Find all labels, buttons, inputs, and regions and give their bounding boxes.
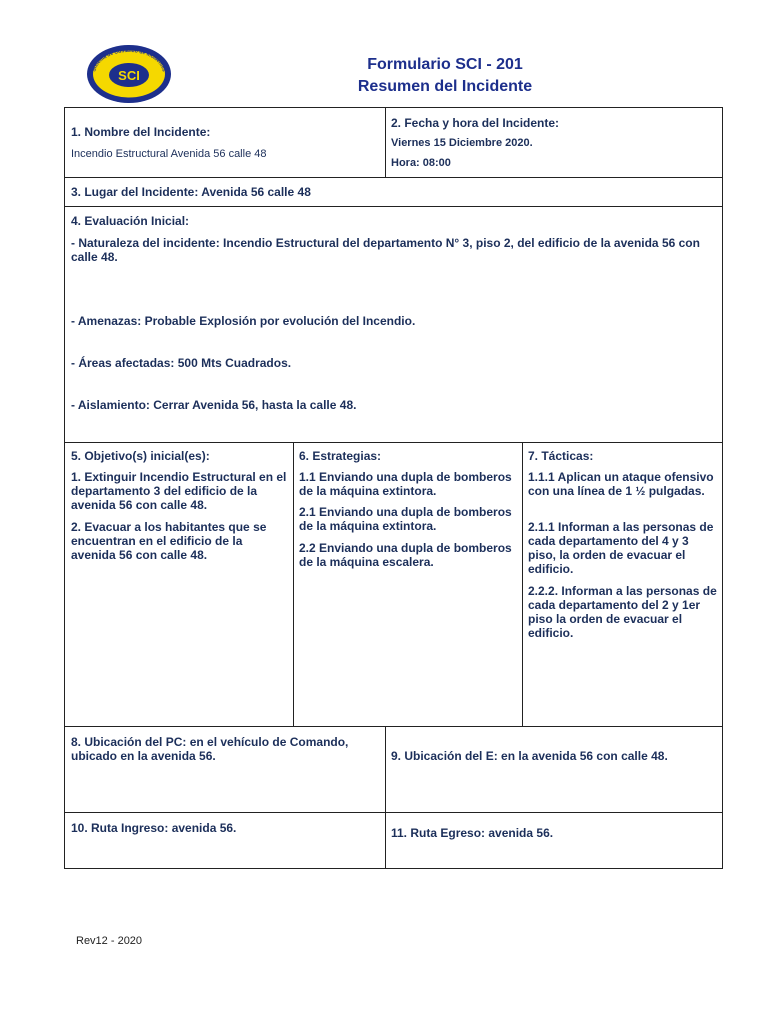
tactic-item: 2.2.2. Informan a las personas de cada departamento del 2 y 1er piso la orden de evacuar el edificio. [528,584,717,640]
divider [65,442,722,443]
entry-route: 10. Ruta Ingreso: avenida 56. [71,821,237,835]
strategy-item: 1.1 Enviando una dupla de bomberos de la máquina extintora. [299,470,512,498]
logo-ring-text: Sistema de Comando de Incidentes [91,47,167,73]
divider [385,108,386,177]
incident-time-value: Hora: 08:00 [391,157,451,169]
logo-center-text: SCI [118,68,140,83]
divider [293,442,294,726]
strategies-label: 6. Estrategias: [299,449,382,463]
initial-evaluation-label: 4. Evaluación Inicial: [71,214,190,228]
incident-datetime-label: 2. Fecha y hora del Incidente: [391,116,560,130]
form-title: Formulario SCI - 201 [367,56,523,73]
incident-form [64,107,723,869]
incident-date-value: Viernes 15 Diciembre 2020. [391,137,533,149]
tactic-item: 2.1.1 Informan a las personas de cada departamento del 4 y 3 piso, la orden de evacuar el edificio. [528,520,714,576]
divider [65,206,722,207]
objective-item: 2. Evacuar a los habitantes que se encuentran en el edificio de la avenida 56 con calle 48. [71,520,267,562]
objective-item: 1. Extinguir Incendio Estructural en el departamento 3 del edificio de la avenida 56 con calle 48. [71,470,287,512]
divider [65,726,722,727]
evaluation-amenazas: - Amenazas: Probable Explosión por evolución del Incendio. [71,314,416,328]
divider [385,726,386,868]
evaluation-naturaleza: - Naturaleza del incidente: Incendio Estructural del departamento N° 3, piso 2, del edificio de la avenida 56 con calle 48. [71,236,700,264]
pc-location: 8. Ubicación del PC: en el vehículo de Comando, ubicado en la avenida 56. [71,735,349,763]
evaluation-aislamiento: - Aislamiento: Cerrar Avenida 56, hasta la calle 48. [71,398,357,412]
strategy-item: 2.1 Enviando una dupla de bomberos de la máquina extintora. [299,505,512,533]
tactics-label: 7. Tácticas: [528,449,594,463]
exit-route: 11. Ruta Egreso: avenida 56. [391,826,554,840]
divider [65,812,722,813]
form-subtitle: Resumen del Incidente [357,78,533,95]
sci-logo [86,44,172,104]
revision-footer: Rev12 - 2020 [76,935,143,947]
strategy-item: 2.2 Enviando una dupla de bomberos de la máquina escalera. [299,541,512,569]
evaluation-areas: - Áreas afectadas: 500 Mts Cuadrados. [71,356,292,370]
divider [65,177,722,178]
tactic-item: 1.1.1 Aplican un ataque ofensivo con una línea de 1 ½ pulgadas. [528,470,714,498]
incident-name-label: 1. Nombre del Incidente: [71,125,211,139]
incident-location: 3. Lugar del Incidente: Avenida 56 calle 48 [71,185,311,199]
incident-name-value: Incendio Estructural Avenida 56 calle 48 [71,148,267,160]
e-location: 9. Ubicación del E: en la avenida 56 con calle 48. [391,749,668,763]
objectives-label: 5. Objetivo(s) inicial(es): [71,449,210,463]
divider [522,442,523,726]
